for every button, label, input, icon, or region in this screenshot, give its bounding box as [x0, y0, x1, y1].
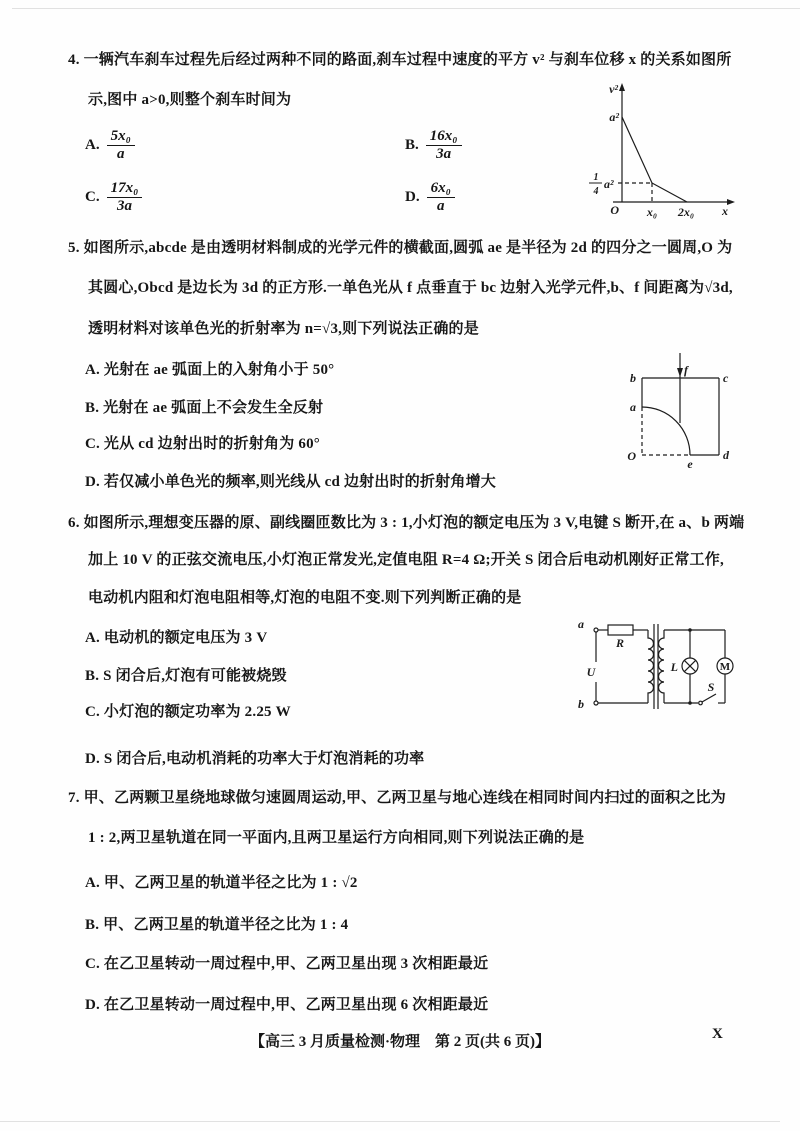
q5-stem-line-2: 其圆心,Obcd 是边长为 3d 的正方形.一单色光从 f 点垂直于 bc 边射入光学元件,b、f 间距离为√3d,	[88, 280, 733, 296]
origin-label: O	[610, 203, 619, 217]
q6-transformer-circuit	[572, 612, 752, 724]
q4-stem-line-2: 示,图中 a>0,则整个刹车时间为	[88, 92, 292, 108]
q7-option-a: A. 甲、乙两卫星的轨道半径之比为 1 : √2	[85, 875, 358, 891]
switch-contact	[699, 701, 703, 705]
switch-lever	[702, 694, 716, 702]
label-a: a	[630, 400, 636, 414]
label-M: M	[719, 661, 731, 673]
q6-option-d: D. S 闭合后,电动机消耗的功率大于灯泡消耗的功率	[85, 751, 425, 767]
label-S: S	[707, 680, 715, 694]
label-b: b	[630, 371, 636, 385]
scan-edge-top	[12, 8, 800, 9]
quarter-numerator: 1	[593, 172, 599, 183]
y-intercept-label: a²	[609, 110, 619, 124]
label-d: d	[723, 448, 729, 462]
label-e: e	[687, 457, 693, 471]
q7-option-c: C. 在乙卫星转动一周过程中,甲、乙两卫星出现 3 次相距最近	[85, 956, 489, 972]
q5-option-d: D. 若仅减小单色光的频率,则光线从 cd 边射出时的折射角增大	[85, 474, 496, 490]
label-R: R	[615, 636, 625, 650]
q4-option-c	[85, 180, 142, 215]
q4-option-a-label: A.	[85, 136, 100, 153]
label-f: f	[684, 363, 688, 377]
label-a: a	[578, 617, 584, 631]
label-U: U	[586, 665, 596, 679]
page-footer: 【高三 3 月质量检测·物理 第 2 页(共 6 页)】	[250, 1034, 550, 1050]
junction-dot-top	[688, 628, 692, 632]
scan-edge-bottom	[0, 1121, 780, 1122]
q6-stem-line-1: 6. 如图所示,理想变压器的原、副线圈匝数比为 3 : 1,小灯泡的额定电压为 3 V,电键 S 断开,在 a、b 两端	[68, 515, 745, 531]
q5-option-a: A. 光射在 ae 弧面上的入射角小于 50°	[85, 362, 335, 378]
y-axis-arrow	[619, 83, 625, 91]
q6-option-c: C. 小灯泡的额定功率为 2.25 W	[85, 704, 291, 720]
q4-v2-x-graph	[575, 82, 755, 224]
x-axis-label: x	[722, 204, 728, 218]
label-c: c	[723, 371, 729, 385]
q5-option-b: B. 光射在 ae 弧面上不会发生全反射	[85, 400, 324, 416]
q4-stem-line-1: 4. 一辆汽车刹车过程先后经过两种不同的路面,刹车过程中速度的平方 v² 与刹车位移 x 的关系如图所	[68, 52, 732, 68]
q4-option-a-fraction: $\frac{\text{5x₀}}{a}$	[107, 128, 135, 163]
q4-option-c-label: C.	[85, 188, 100, 205]
terminal-a	[594, 628, 598, 632]
q4-option-d-fraction: $\frac{\text{6x₀}}{a}$	[427, 180, 455, 215]
primary-coil	[648, 630, 654, 703]
q6-stem-line-2: 加上 10 V 的正弦交流电压,小灯泡正常发光,定值电阻 R=4 Ω;开关 S 闭合后电动机刚好正常工作,	[88, 552, 724, 568]
q4-option-b-label: B.	[405, 136, 419, 153]
q6-option-b: B. S 闭合后,灯泡有可能被烧毁	[85, 668, 287, 684]
q4-option-b	[405, 128, 462, 163]
q4-option-d	[405, 180, 455, 215]
q6-option-a: A. 电动机的额定电压为 3 V	[85, 630, 268, 646]
q5-option-c: C. 光从 cd 边射出时的折射角为 60°	[85, 436, 320, 452]
resistor-R	[608, 625, 633, 635]
label-b: b	[578, 697, 584, 711]
q4-option-d-label: D.	[405, 188, 420, 205]
quarter-denominator: 4	[593, 186, 599, 197]
q4-option-a	[85, 128, 135, 163]
quarter-arc	[642, 407, 690, 455]
q7-stem-line-1: 7. 甲、乙两颗卫星绕地球做匀速圆周运动,甲、乙两卫星与地心连线在相同时间内扫过的面积之比为	[68, 790, 726, 806]
q7-option-b: B. 甲、乙两卫星的轨道半径之比为 1 : 4	[85, 917, 349, 933]
q7-stem-line-2: 1 : 2,两卫星轨道在同一平面内,且两卫星运行方向相同,则下列说法正确的是	[88, 830, 585, 846]
x-tick-1: x₀	[646, 205, 658, 219]
braking-curve	[622, 117, 687, 202]
q7-option-d: D. 在乙卫星转动一周过程中,甲、乙两卫星出现 6 次相距最近	[85, 997, 489, 1013]
ray-arrowhead	[677, 368, 683, 377]
footer-mark: X	[712, 1026, 723, 1042]
q5-stem-line-1: 5. 如图所示,abcde 是由透明材料制成的光学元件的横截面,圆弧 ae 是半径为 2d 的四分之一圆周,O 为	[68, 240, 733, 256]
y-axis-label: v²	[609, 82, 618, 96]
q6-stem-line-3: 电动机内阻和灯泡电阻相等,灯泡的电阻不变.则下列判断正确的是	[88, 590, 522, 606]
q5-stem-line-3: 透明材料对该单色光的折射率为 n=√3,则下列说法正确的是	[88, 321, 479, 337]
terminal-b	[594, 701, 598, 705]
q5-optical-figure	[622, 350, 754, 478]
secondary-coil	[659, 630, 665, 703]
quarter-suffix: a²	[604, 177, 614, 191]
x-axis-arrow	[727, 199, 735, 205]
q4-option-b-fraction: $\frac{\text{16x₀}}{3a}$	[426, 128, 462, 163]
label-L: L	[670, 660, 678, 674]
q4-option-c-fraction: $\frac{\text{17x₀}}{3a}$	[107, 180, 143, 215]
x-tick-2: 2x₀	[677, 205, 695, 219]
label-O: O	[627, 449, 636, 463]
